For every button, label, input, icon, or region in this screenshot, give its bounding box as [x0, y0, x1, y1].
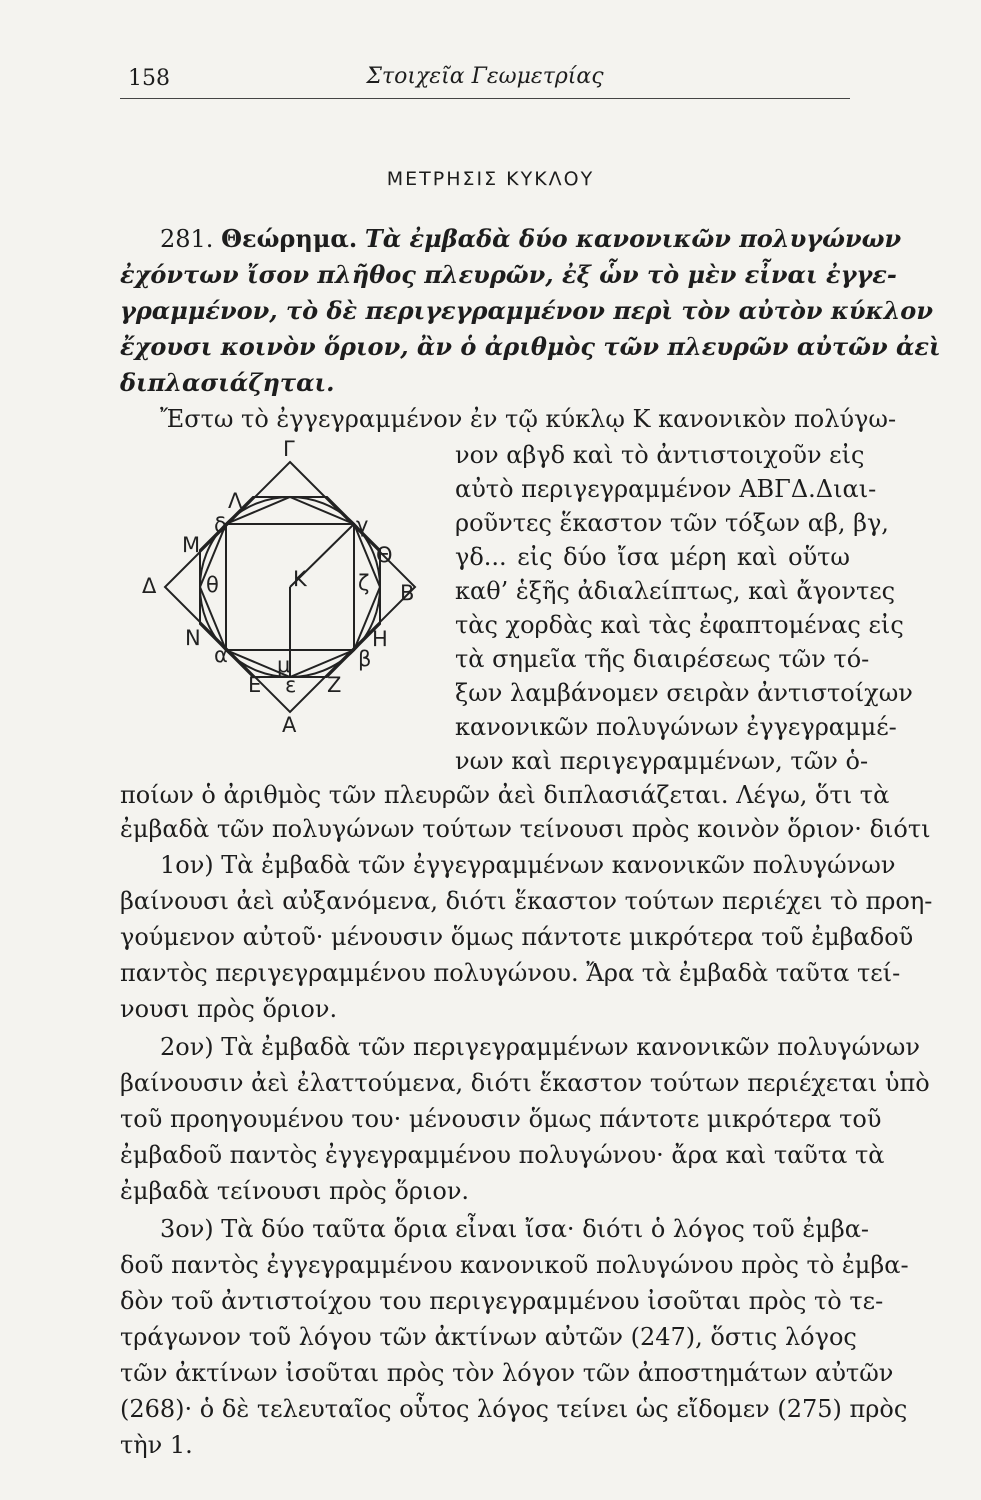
point1-line: νουσι πρὸς ὅριον.: [120, 995, 338, 1023]
proof-wrap-line: γδ... εἰς δύο ἴσα μέρη καὶ οὕτω: [455, 543, 850, 571]
geometry-figure: [130, 440, 450, 740]
point2-line: βαίνουσιν ἀεὶ ἐλαττούμενα, διότι ἕκαστον τούτων περιέχεται ὑπὸ: [120, 1069, 930, 1097]
figure-label: μ: [277, 653, 291, 677]
point3-line: (268)· ὁ δὲ τελευταῖος οὗτος λόγος τείνει ὡς εἴδομεν (275) πρὸς: [120, 1395, 908, 1423]
proof-after-line: ποίων ὁ ἀριθμὸς τῶν πλευρῶν ἀεὶ διπλασιάζεται. Λέγω, ὅτι τὰ: [120, 781, 890, 809]
point1-line: βαίνουσι ἀεὶ αὐξανόμενα, διότι ἕκαστον τούτων περιέχει τὸ προη-: [120, 887, 933, 915]
theorem-text: Τὰ ἐμβαδὰ δύο κανονικῶν πολυγώνων: [364, 224, 902, 253]
figure-label: Δ: [142, 574, 157, 598]
figure-label: ζ: [358, 571, 370, 595]
proof-wrap-line: νον αβγδ καὶ τὸ ἀντιστοιχοῦν εἰς: [455, 441, 865, 469]
proof-wrap-line: ξων λαμβάνομεν σειρὰν ἀντιστοίχων: [455, 679, 913, 707]
proof-wrap-line: καθ’ ἑξῆς ἀδιαλείπτως, καὶ ἄγοντες: [455, 577, 896, 605]
figure-label: Β: [400, 581, 415, 605]
figure-label: Ε: [248, 673, 262, 697]
proof-first-line: Ἔστω τὸ ἐγγεγραμμένον ἐν τῷ κύκλῳ Κ κανονικὸν πολύγω-: [160, 405, 897, 433]
theorem-line-1: [160, 222, 902, 256]
point1-line: 1ον) Τὰ ἐμβαδὰ τῶν ἐγγεγραμμένων κανονικῶν πολυγώνων: [160, 851, 896, 879]
point3-line: δὸν τοῦ ἀντιστοίχου του περιγεγραμμένου ἰσοῦται πρὸς τὸ τε-: [120, 1287, 884, 1315]
running-title: Στοιχεῖα Γεωμετρίας: [366, 64, 604, 89]
page-header: [120, 62, 850, 99]
point3-line: τράγωνον τοῦ λόγου τῶν ἀκτίνων αὐτῶν (247), ὅστις λόγος: [120, 1323, 857, 1351]
theorem-line-3: γραμμένον, τὸ δὲ περιγεγραμμένον περὶ τὸν αὐτὸν κύκλον: [120, 296, 933, 325]
theorem-line-2: ἐχόντων ἴσον πλῆθος πλευρῶν, ἐξ ὧν τὸ μὲν εἶναι ἐγγε-: [120, 260, 897, 289]
figure-label: δ: [214, 513, 227, 537]
point3-line: 3ον) Τὰ δύο ταῦτα ὅρια εἶναι ἴσα· διότι ὁ λόγος τοῦ ἐμβα-: [160, 1215, 870, 1243]
point2-line: 2ον) Τὰ ἐμβαδὰ τῶν περιγεγραμμένων κανονικῶν πολυγώνων: [160, 1033, 920, 1061]
point3-line: δοῦ παντὸς ἐγγεγραμμένου κανονικοῦ πολυγώνου πρὸς τὸ ἐμβα-: [120, 1251, 909, 1279]
point1-line: γούμενον αὐτοῦ· μένουσιν ὅμως πάντοτε μικρότερα τοῦ ἐμβαδοῦ: [120, 923, 914, 951]
figure-label: ε: [285, 673, 297, 697]
point2-line: τοῦ προηγουμένου του· μένουσιν ὅμως πάντοτε μικρότερα τοῦ: [120, 1105, 882, 1133]
figure-label: Μ: [182, 533, 201, 557]
proof-wrap-line: τὰ σημεῖα τῆς διαιρέσεως τῶν τό-: [455, 645, 870, 673]
point3-line: τὴν 1.: [120, 1431, 193, 1459]
point2-line: ἐμβαδὰ τείνουσι πρὸς ὅριον.: [120, 1177, 470, 1205]
proof-wrap-line: νων καὶ περιγεγραμμένων, τῶν ὁ-: [455, 747, 869, 775]
section-title: ΜΕΤΡΗΣΙΣ ΚΥΚΛΟΥ: [386, 168, 595, 190]
point2-line: ἐμβαδοῦ παντὸς ἐγγεγραμμένου πολυγώνου· ἄρα καὶ ταῦτα τὰ: [120, 1141, 885, 1169]
figure-label: θ: [206, 573, 219, 597]
figure-label: Κ: [293, 567, 307, 591]
proof-after-line: ἐμβαδὰ τῶν πολυγώνων τούτων τείνουσι πρὸς κοινὸν ὅριον· διότι: [120, 815, 931, 843]
point3-line: τῶν ἀκτίνων ἰσοῦται πρὸς τὸν λόγον τῶν ἀποστημάτων αὐτῶν: [120, 1359, 894, 1387]
theorem-number: 281.: [160, 225, 214, 253]
page-number: 158: [128, 66, 170, 91]
proof-wrap-line: ροῦντες ἕκαστον τῶν τόξων αβ, βγ,: [455, 509, 889, 537]
figure-label: Ν: [185, 626, 201, 650]
theorem-label: Θεώρημα.: [221, 224, 358, 253]
figure-label: Ζ: [327, 673, 342, 697]
figure-label: α: [214, 643, 228, 667]
figure-label: Γ: [283, 440, 295, 461]
figure-label: Η: [372, 627, 388, 651]
proof-wrap-line: κανονικῶν πολυγώνων ἐγγεγραμμέ-: [455, 713, 897, 741]
proof-wrap-line: αὐτὸ περιγεγραμμένον ΑΒΓΔ.Διαι-: [455, 475, 877, 503]
figure-label: Α: [282, 713, 297, 737]
figure-label: β: [358, 647, 372, 671]
theorem-line-5: διπλασιάζηται.: [120, 368, 335, 397]
figure-label: Θ: [376, 543, 393, 567]
theorem-line-4: ἔχουσι κοινὸν ὅριον, ἂν ὁ ἀριθμὸς τῶν πλευρῶν αὐτῶν ἀεὶ: [120, 332, 941, 361]
figure-label: γ: [356, 513, 369, 537]
point1-line: παντὸς περιγεγραμμένου πολυγώνου. Ἄρα τὰ ἐμβαδὰ ταῦτα τεί-: [120, 959, 901, 987]
figure-label: Λ: [228, 489, 243, 513]
proof-wrap-line: τὰς χορδὰς καὶ τὰς ἐφαπτομένας εἰς: [455, 611, 904, 639]
